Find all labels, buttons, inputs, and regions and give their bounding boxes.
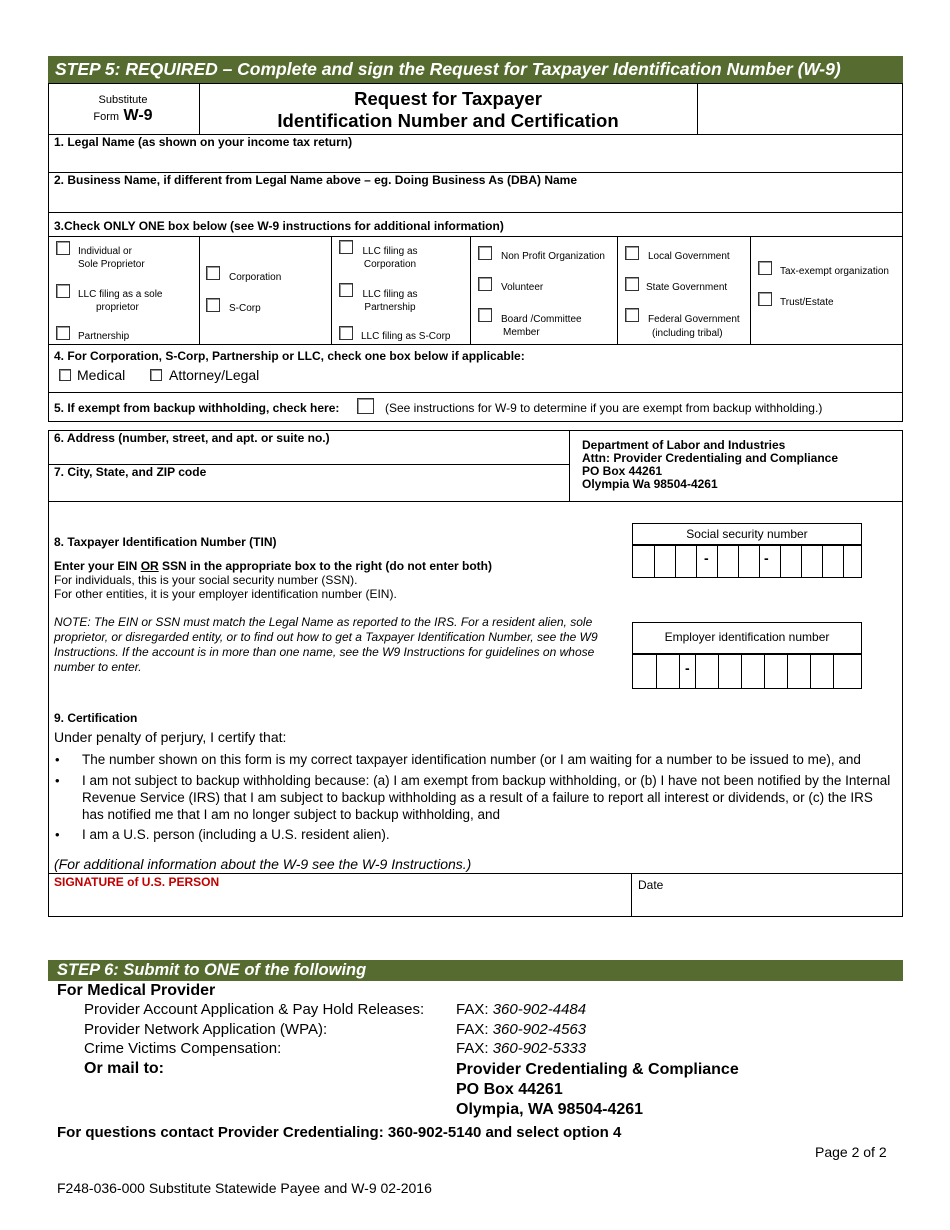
llc-scorp-label: LLC filing as S-Corp — [361, 331, 451, 342]
address-field[interactable] — [49, 446, 568, 463]
llc-sole-label-l2: proprietor — [96, 302, 139, 313]
fax-row — [84, 1021, 327, 1038]
state-gov-label: State Government — [646, 282, 728, 293]
mail-address-l1: Provider Credentialing & Compliance — [456, 1061, 739, 1078]
dept-address-l3: PO Box 44261 — [582, 464, 663, 478]
form-title-line2: Identification Number and Certification — [277, 110, 619, 131]
section5-note: (See instructions for W-9 to determine if you are exempt from backup withholding.) — [385, 401, 823, 415]
step6-banner-text: STEP 6: Submit to ONE of the following — [57, 961, 367, 979]
board-label-l1: Board /Committee — [501, 314, 582, 325]
address-label: 6. Address (number, street, and apt. or suite no.) — [54, 431, 330, 445]
federal-gov-label-l2: (including tribal) — [652, 328, 723, 339]
or-mail-to: Or mail to: — [84, 1060, 165, 1077]
step6-banner — [48, 960, 903, 981]
legal-name-field[interactable] — [49, 150, 902, 172]
trust-checkbox[interactable] — [758, 292, 772, 306]
city-label: 7. City, State, and ZIP code — [54, 465, 207, 479]
tax-exempt-label: Tax-exempt organization — [780, 266, 889, 277]
certification-heading: 9. Certification — [54, 711, 138, 725]
board-label-l2: Member — [503, 327, 540, 338]
mail-address-l2: PO Box 44261 — [456, 1081, 563, 1098]
llc-corp-checkbox[interactable] — [339, 240, 353, 254]
medical-label: Medical — [77, 367, 126, 383]
mail-address-l3: Olympia, WA 98504-4261 — [456, 1101, 644, 1118]
form-word: Form — [93, 111, 120, 123]
volunteer-label: Volunteer — [501, 282, 544, 293]
certification-additional: (For additional information about the W-9 see the W-9 Instructions.) — [54, 856, 472, 872]
tin-note: NOTE: The EIN or SSN must match the Legal Name as reported to the IRS. For a resident alien, sole proprietor, or disregarded entity, or to find out how to get a Taxpayer Identification Number, see the W9 Instructions. If the account is in more than one name, see the W9 Instructions for guidelines on whose number to enter. — [54, 615, 598, 674]
corporation-label: Corporation — [229, 272, 282, 283]
form-w9-label — [48, 107, 198, 125]
individual-label — [78, 245, 145, 271]
attorney-label: Attorney/Legal — [169, 367, 260, 383]
attorney-checkbox[interactable] — [150, 369, 162, 381]
form-title-line1: Request for Taxpayer — [354, 88, 542, 109]
for-medical-provider: For Medical Provider — [57, 982, 216, 999]
section4-label: 4. For Corporation, S-Corp, Partnership or LLC, check one box below if applicable: — [54, 349, 525, 363]
page-number: Page 2 of 2 — [815, 1144, 887, 1160]
ein-dash: - — [685, 660, 690, 676]
fax-prefix: FAX: — [456, 1021, 493, 1038]
llc-partnership-label-l1: LLC filing as — [362, 289, 418, 300]
individual-label-l1: Individual or — [78, 246, 132, 257]
business-name-field[interactable] — [49, 188, 902, 212]
fax-prefix: FAX: — [456, 1001, 493, 1018]
dept-address-l4: Olympia Wa 98504-4261 — [582, 477, 718, 491]
certification-intro: Under penalty of perjury, I certify that: — [54, 729, 287, 745]
s-corp-label: S-Corp — [229, 303, 261, 314]
fax-row-2-number — [456, 1021, 586, 1038]
tin-enter — [54, 559, 492, 573]
fax-row-1-number — [456, 1001, 586, 1018]
volunteer-checkbox[interactable] — [478, 277, 492, 291]
llc-corp-label-l1: LLC filing as — [362, 246, 418, 257]
medical-checkbox[interactable] — [59, 369, 71, 381]
tin-heading: 8. Taxpayer Identification Number (TIN) — [54, 535, 277, 549]
partnership-label: Partnership — [78, 331, 130, 342]
tax-exempt-checkbox[interactable] — [758, 261, 772, 275]
dept-address — [582, 439, 838, 491]
state-gov-checkbox[interactable] — [625, 277, 639, 291]
federal-gov-checkbox[interactable] — [625, 308, 639, 322]
business-name-label: 2. Business Name, if different from Legal Name above – eg. Doing Business As (DBA) Name — [54, 173, 578, 187]
llc-partnership-checkbox[interactable] — [339, 283, 353, 297]
ein-input-grid[interactable] — [632, 654, 862, 689]
date-field[interactable] — [632, 893, 901, 915]
bullet-3-marker: • — [55, 827, 60, 842]
mail-address — [456, 1060, 739, 1120]
fax-row-3-label: Crime Victims Compensation: — [84, 1040, 282, 1057]
partnership-checkbox[interactable] — [56, 326, 70, 340]
signature-field[interactable] — [49, 890, 630, 915]
step5-banner — [48, 56, 903, 83]
form-title — [199, 88, 697, 132]
llc-sole-label-l1: LLC filing as a sole — [78, 289, 163, 300]
fax-row-1-label: Provider Account Application & Pay Hold Releases: — [84, 1001, 425, 1018]
trust-label: Trust/Estate — [780, 297, 834, 308]
llc-corp-label — [355, 245, 425, 271]
city-field[interactable] — [49, 480, 568, 501]
date-label: Date — [638, 878, 664, 892]
fax-row-2-label: Provider Network Application (WPA): — [84, 1021, 328, 1038]
questions-contact: For questions contact Provider Credentialing: 360-902-5140 and select option 4 — [57, 1124, 622, 1141]
local-gov-checkbox[interactable] — [625, 246, 639, 260]
bullet-2-marker: • — [55, 773, 60, 788]
substitute-label: Substitute — [98, 94, 148, 106]
fax-number: 360-902-4484 — [492, 1001, 587, 1018]
llc-partnership-label-l2: Partnership — [364, 302, 416, 313]
tin-entities: For other entities, it is your employer identification number (EIN). — [54, 587, 397, 601]
non-profit-label: Non Profit Organization — [501, 251, 605, 262]
ssn-input-grid[interactable] — [632, 545, 862, 578]
s-corp-checkbox[interactable] — [206, 298, 220, 312]
llc-sole-checkbox[interactable] — [56, 284, 70, 298]
tin-enter-pre: Enter your EIN — [54, 559, 141, 573]
certification-bullet-3: I am a U.S. person (including a U.S. resident alien). — [82, 827, 390, 842]
ssn-dash-2: - — [764, 550, 769, 566]
llc-sole-label — [78, 288, 163, 314]
tin-enter-or: OR — [140, 559, 159, 573]
llc-partnership-label — [355, 288, 425, 314]
form-id: F248-036-000 Substitute Statewide Payee and W-9 02-2016 — [57, 1180, 432, 1196]
ein-label: Employer identification number — [664, 630, 830, 644]
fax-number: 360-902-4563 — [492, 1021, 587, 1038]
non-profit-checkbox[interactable] — [478, 246, 492, 260]
corporation-checkbox[interactable] — [206, 266, 220, 280]
fax-row — [84, 1040, 281, 1057]
signature-label: SIGNATURE of U.S. PERSON — [54, 875, 220, 889]
llc-corp-label-l2: Corporation — [363, 259, 417, 270]
step5-banner-text: STEP 5: REQUIRED – Complete and sign the Request for Taxpayer Identification Number (W-9) — [55, 59, 841, 79]
federal-gov-label-l1: Federal Government — [648, 314, 740, 325]
legal-name-label: 1. Legal Name (as shown on your income tax return) — [54, 135, 353, 149]
exempt-checkbox[interactable] — [357, 398, 374, 414]
dept-address-l1: Department of Labor and Industries — [582, 438, 786, 452]
section5-label: 5. If exempt from backup withholding, check here: — [54, 401, 340, 415]
board-label — [501, 313, 582, 339]
federal-gov-label — [648, 313, 740, 341]
dept-address-l2: Attn: Provider Credentialing and Compliance — [582, 451, 839, 465]
tin-enter-post: SSN in the appropriate box to the right (do not enter both) — [158, 559, 493, 573]
fax-number: 360-902-5333 — [492, 1040, 587, 1057]
fax-prefix: FAX: — [456, 1040, 493, 1057]
fax-row — [84, 1001, 424, 1018]
individual-checkbox[interactable] — [56, 241, 70, 255]
ssn-dash-1: - — [704, 550, 709, 566]
local-gov-label: Local Government — [648, 251, 730, 262]
llc-scorp-checkbox[interactable] — [339, 326, 353, 340]
check-one-label: 3.Check ONLY ONE box below (see W-9 instructions for additional information) — [54, 219, 504, 233]
form-name: W-9 — [123, 107, 153, 124]
bullet-1-marker: • — [55, 752, 60, 767]
board-checkbox[interactable] — [478, 308, 492, 322]
certification-bullet-2: I am not subject to backup withholding because: (a) I am exempt from backup withholding, or (b) I have not been notified by the Internal Revenue Service (IRS) that I am subject to backup withholding as a result of a failure to report all interest or dividends, or (c) the IRS has notified me that I am no longer subject to backup withholding, and — [82, 773, 891, 822]
fax-row-3-number — [456, 1040, 586, 1057]
individual-label-l2: Sole Proprietor — [78, 259, 145, 270]
certification-bullet-1: The number shown on this form is my correct taxpayer identification number (or I am waiting for a number to be issued to me), and — [82, 752, 861, 767]
tin-individuals: For individuals, this is your social security number (SSN). — [54, 573, 358, 587]
ssn-label: Social security number — [686, 527, 808, 541]
